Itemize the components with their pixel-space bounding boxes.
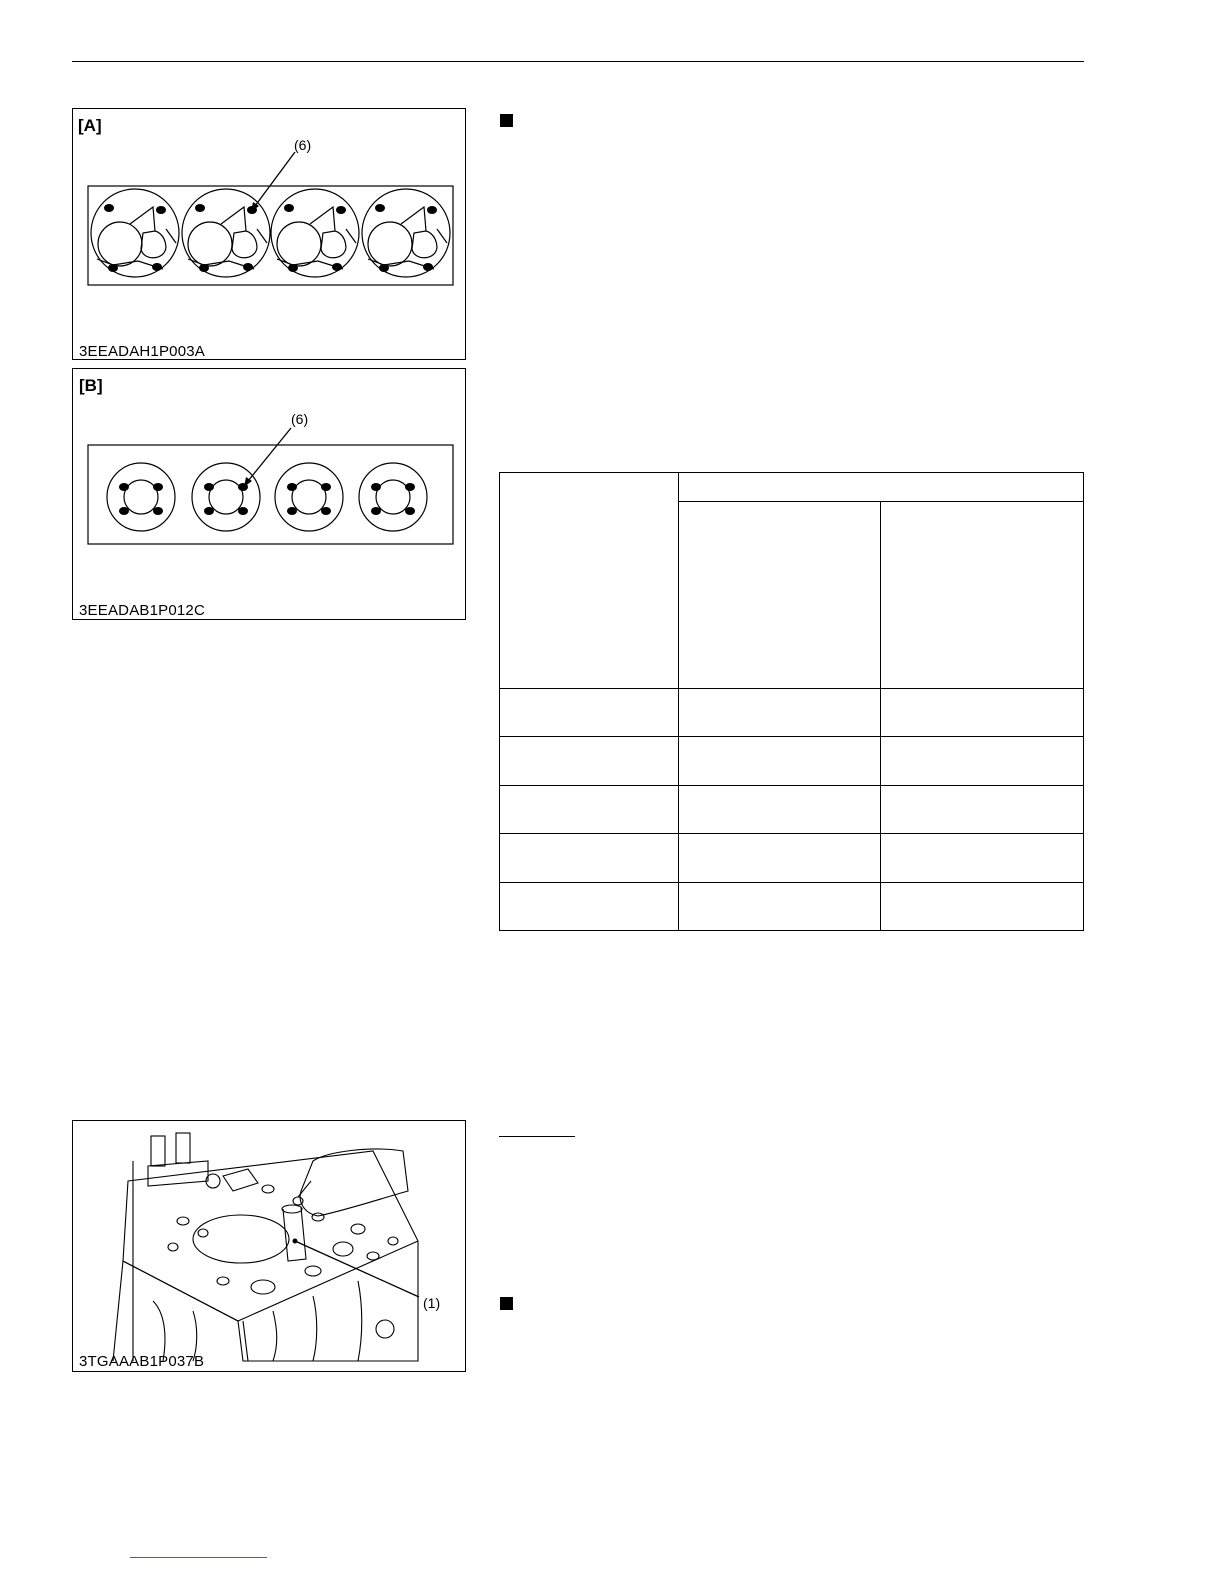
table-cell <box>679 689 881 737</box>
table-cell <box>881 689 1084 737</box>
figure-b <box>72 368 466 620</box>
table-cell <box>679 883 881 931</box>
header-rule <box>72 61 1084 62</box>
table-cell <box>500 883 679 931</box>
table-row <box>500 737 1084 786</box>
spec-table <box>499 472 1084 931</box>
gauge-marks-b <box>119 483 415 515</box>
combustion-chamber-3 <box>271 189 359 277</box>
table-cell <box>500 786 679 834</box>
section-bullet-1 <box>500 114 513 127</box>
valve-seats-b <box>107 463 427 531</box>
figure-a-illustration <box>73 109 467 361</box>
figure-b-callout: (6) <box>291 411 309 427</box>
table-cell <box>679 473 1084 502</box>
table-cell <box>679 737 881 786</box>
table-cell <box>881 834 1084 883</box>
table-cell <box>881 737 1084 786</box>
figure-c-callout: (1) <box>423 1295 441 1311</box>
heading-underline <box>499 1136 575 1137</box>
table-row <box>500 786 1084 834</box>
figure-a <box>72 108 466 360</box>
table-row <box>500 883 1084 931</box>
section-bullet-2 <box>500 1297 513 1310</box>
figure-b-code: 3EEADAB1P012C <box>79 602 206 619</box>
table-row <box>500 473 1084 502</box>
table-cell <box>881 883 1084 931</box>
leader-arrow-a <box>251 152 295 212</box>
leader-arrow-b <box>244 428 291 487</box>
figure-a-tag: [A] <box>78 116 102 135</box>
figure-a-callout: (6) <box>294 137 312 153</box>
combustion-chamber-2 <box>182 189 270 277</box>
table-cell <box>500 834 679 883</box>
table-cell <box>881 502 1084 689</box>
figure-c <box>72 1120 466 1372</box>
figure-a-code: 3EEADAH1P003A <box>79 343 206 360</box>
footer-link-underline[interactable] <box>130 1557 267 1558</box>
combustion-chamber-1 <box>91 189 179 277</box>
figure-c-illustration <box>73 1121 467 1373</box>
table-cell <box>679 786 881 834</box>
combustion-chamber-4 <box>362 189 450 277</box>
figure-b-illustration <box>73 369 467 621</box>
table-cell <box>500 473 679 689</box>
figure-b-tag: [B] <box>79 376 103 395</box>
figure-c-code: 3TGAAAB1P037B <box>79 1353 205 1370</box>
table-cell <box>500 737 679 786</box>
table-cell <box>679 834 881 883</box>
table-cell <box>500 689 679 737</box>
table-row <box>500 834 1084 883</box>
table-row <box>500 689 1084 737</box>
table-cell <box>679 502 881 689</box>
table-cell <box>881 786 1084 834</box>
